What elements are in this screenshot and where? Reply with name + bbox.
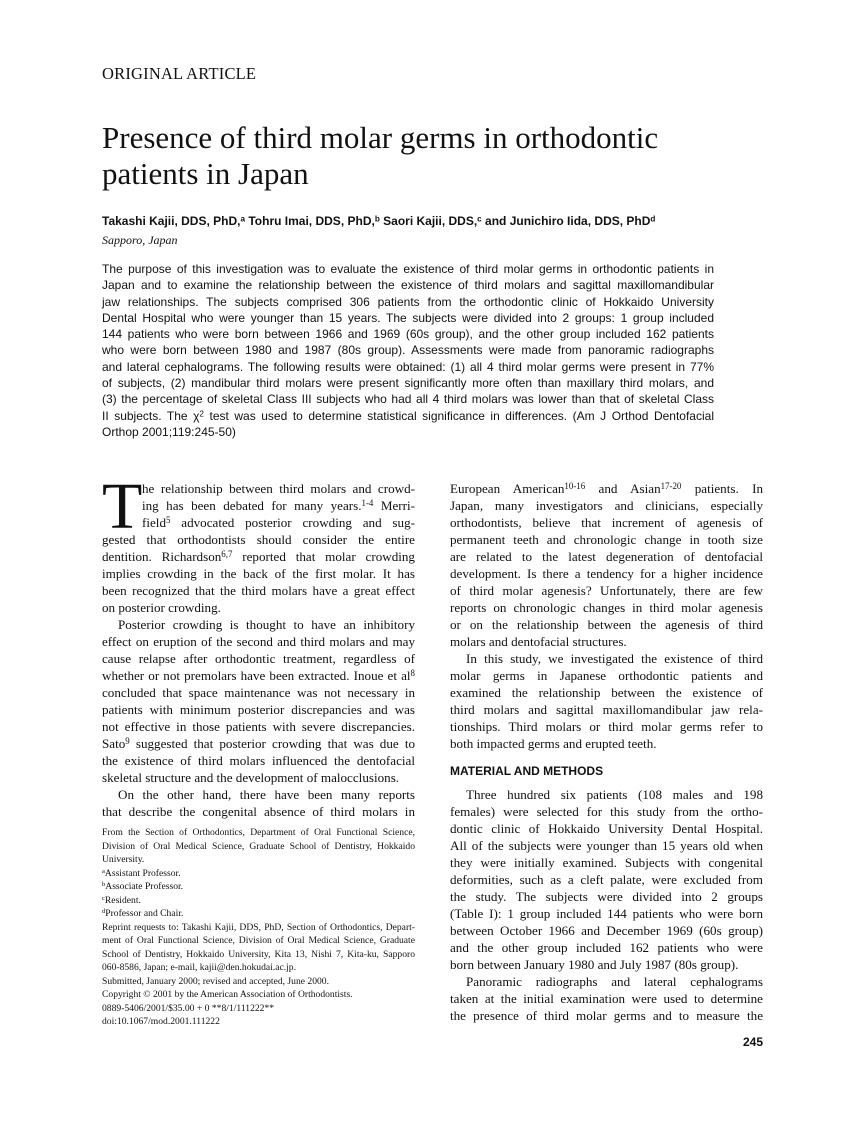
body-text-line: field$^5$ advocated posterior crowding and sug- bbox=[142, 515, 415, 530]
footnote-line: Submitted, January 2000; revised and accepted, June 2000. bbox=[102, 975, 329, 987]
body-text-line: been recognized that the third molars have a great effect bbox=[102, 583, 415, 598]
body-text-line: are related to the latest degeneration of dentofacial bbox=[450, 549, 763, 564]
body-text-line: whether or not premolars have been extracted. Inoue et $al^8$ bbox=[102, 668, 415, 683]
body-text-line: tionships. Third molars or third molar germs refer to bbox=[450, 719, 763, 734]
body-text-line: Posterior crowding is thought to have an inhibitory bbox=[118, 617, 415, 632]
author-list: Takashi Kajii, DDS, PhD,$^a$ Tohru Imai, DDS, PhD,$^b$ Saori Kajii, DDS,$^c$ and Junichiro Iida, DDS, PhD$^d$ bbox=[102, 214, 656, 228]
footnote-line: $^a$Assistant Professor. bbox=[102, 867, 181, 879]
footnote-line: Division of Oral Medical Science, Graduate School of Dentistry, Hokkaido bbox=[102, 840, 415, 852]
body-text-line: development. Is there a tendency for a higher incidence bbox=[450, 566, 763, 581]
body-text-line: dontic clinic of Hokkaido University Dental Hospital. bbox=[450, 821, 763, 836]
abstract-line: 144 patients who were born between 1966 and 1969 (60s group), and the other group included 162 patients bbox=[102, 327, 714, 342]
abstract-line: Dental Hospital who were younger than 15 years. The subjects were divided into 2 groups: 1 group included bbox=[102, 310, 714, 325]
body-text-line: skeletal structure and the development of malocclusions. bbox=[102, 770, 400, 785]
footnote-line: ment of Oral Functional Science, Division of Oral Medical Science, Graduate bbox=[102, 935, 415, 946]
body-text-line: deformities, such as a cleft palate, were excluded from bbox=[450, 872, 763, 887]
body-text-line: On the other hand, there have been many reports bbox=[118, 787, 415, 802]
body-text-line: examined the relationship between the existence of bbox=[450, 685, 763, 700]
title-line: patients in Japan bbox=[102, 156, 309, 191]
abstract-line: Orthop 2001;119:245-50) bbox=[102, 424, 236, 439]
footnote-line: 0889-5406/2001/$35.00 + 0 **8/1/111222** bbox=[102, 1002, 275, 1014]
body-column-right bbox=[450, 480, 763, 1024]
footnote-line: Copyright © 2001 by the American Association of Orthodontists. bbox=[102, 989, 353, 1000]
body-text-line: or on the relationship between the agenesis of third bbox=[450, 617, 763, 632]
body-text-line: they were initially examined. Subjects with congenital bbox=[450, 855, 763, 870]
footnotes bbox=[102, 826, 415, 1029]
body-text-line: born between January 1980 and July 1987 (80s group). bbox=[450, 957, 739, 972]
abstract-line: jaw relationships. The subjects comprised 306 patients from the orthodontic clinic of Hokkaido University bbox=[102, 294, 714, 309]
body-text-line: between October 1966 and December 1969 (60s group) bbox=[450, 923, 763, 938]
footnote-line: $^b$Associate Professor. bbox=[102, 881, 184, 892]
abstract-line: Japan and to examine the relationship between the existence of third molars and sagittal maxillomandibular bbox=[102, 278, 714, 293]
article-type-label: ORIGINAL ARTICLE bbox=[102, 64, 257, 83]
body-text-line: Sato$^9$ suggested that posterior crowding that was due to bbox=[102, 736, 415, 751]
body-text-line: (Table I): 1 group included 144 patients who were born bbox=[450, 906, 763, 921]
drop-cap: T bbox=[102, 470, 143, 543]
body-text-line: permanent teeth and chronologic change in tooth size bbox=[450, 532, 763, 547]
body-text-line: patients with minimum posterior discrepancies and was bbox=[102, 702, 415, 717]
abstract-line: of subjects, (2) mandibular third molars were present significantly more often than maxillary third molars, and bbox=[102, 376, 714, 391]
abstract-line: II subjects. The $\chi^2$ test was used to determine statistical significance in differences. (Am J Orthod Dentofacial bbox=[102, 408, 714, 423]
body-text-line: of third molar agenesis? Unfortunately, there are few bbox=[450, 583, 763, 598]
body-text-line: Panoramic radiographs and lateral cephalograms bbox=[466, 974, 763, 989]
body-text-line: In this study, we investigated the existence of third bbox=[466, 651, 763, 666]
body-text-line: third molars and sagittal maxillomandibular jaw rela- bbox=[450, 702, 763, 717]
body-text-line: gested that orthodontists should consider the entire bbox=[102, 532, 415, 547]
footnote-line: $^c$Resident. bbox=[102, 894, 141, 906]
footnote-line: School of Dentistry, Hokkaido University, Kita 13, Nishi 7, Kita-ku, Sapporo bbox=[102, 948, 415, 960]
body-text-line: orthodontists, believe that increment of agenesis of bbox=[450, 515, 763, 530]
body-text-line: females) were selected for this study from the ortho- bbox=[450, 804, 763, 819]
body-text-line: and the other group included 162 patients who were bbox=[450, 940, 763, 955]
body-text-line: reports on chronologic changes in third molar agenesis bbox=[450, 600, 763, 615]
title-line: Presence of third molar germs in orthodontic bbox=[102, 120, 659, 155]
page-number: 245 bbox=[742, 1035, 763, 1049]
footnote-line: $^d$Professor and Chair. bbox=[102, 908, 184, 919]
body-text-line: effect on eruption of the second and third molars and may bbox=[102, 634, 415, 649]
body-text-line: molars and dentofacial structures. bbox=[450, 634, 627, 649]
abstract-line: The purpose of this investigation was to evaluate the existence of third molar germs in orthodontic patients in bbox=[102, 262, 714, 276]
footnote-line: University. bbox=[102, 854, 145, 865]
body-text-line: ing has been debated for many years.$^{1-4}$ Merri- bbox=[142, 498, 416, 513]
body-text-line: Three hundred six patients (108 males and 198 bbox=[466, 787, 763, 802]
body-text-line: he relationship between third molars and crowd- bbox=[142, 481, 415, 496]
body-text-line: molar germs in Japanese orthodontic patients and bbox=[450, 668, 763, 683]
body-text-line: dentition. Richardson$^{6,7}$ reported that molar crowding bbox=[102, 549, 415, 564]
section-heading: MATERIAL AND METHODS bbox=[450, 764, 604, 778]
footnote-line: From the Section of Orthodontics, Department of Oral Functional Science, bbox=[102, 827, 415, 838]
footnote-line: doi:10.1067/mod.2001.111222 bbox=[102, 1016, 220, 1027]
body-text-line: All of the subjects were younger than 15 years old when bbox=[450, 838, 763, 853]
body-text-line: taken at the initial examination were used to determine bbox=[450, 991, 763, 1006]
footnote-line: Reprint requests to: Takashi Kajii, DDS, PhD, Section of Orthodontics, Depart- bbox=[102, 921, 415, 933]
abstract-line: and lateral cephalograms. The following results were obtained: (1) all 4 third molar germs were present in 77% bbox=[102, 359, 714, 374]
body-text-line: the study. The subjects were divided into 2 groups bbox=[450, 889, 763, 904]
body-text-line: both impacted germs and erupted teeth. bbox=[450, 736, 657, 751]
body-text-line: not effective in those patients with severe discrepancies. bbox=[102, 719, 415, 734]
body-text-line: on posterior crowding. bbox=[102, 600, 221, 615]
body-text-line: the existence of third molars influenced the dentofacial bbox=[102, 753, 415, 768]
body-text-line: Japan, many investigators and clinicians, especially bbox=[450, 498, 763, 513]
article-title bbox=[102, 120, 782, 192]
body-text-line: European American$^{10-16}$ and Asian$^{17-20}$ patients. In bbox=[450, 481, 763, 496]
footnote-line: 060-8586, Japan; e-mail, kajii@den.hokudai.ac.jp. bbox=[102, 962, 296, 973]
body-text-line: the presence of third molar germs and to measure the bbox=[450, 1008, 763, 1023]
abstract-line: (3) the percentage of skeletal Class III subjects who had all 4 third molars was lower than that of skeletal Class bbox=[102, 392, 714, 407]
body-column-left bbox=[102, 470, 416, 820]
body-text-line: concluded that space maintenance was not necessary in bbox=[102, 685, 415, 700]
body-text-line: that describe the congenital absence of third molars in bbox=[102, 804, 415, 819]
abstract-line: who were born between 1980 and 1987 (80s group). Assessments were made from panoramic radiographs bbox=[102, 343, 714, 358]
body-text-line: cause relapse after orthodontic treatment, regardless of bbox=[102, 651, 415, 666]
author-location: Sapporo, Japan bbox=[102, 233, 178, 247]
body-text-line: implies crowding in the back of the first molar. It has bbox=[102, 566, 415, 581]
abstract bbox=[102, 261, 714, 440]
